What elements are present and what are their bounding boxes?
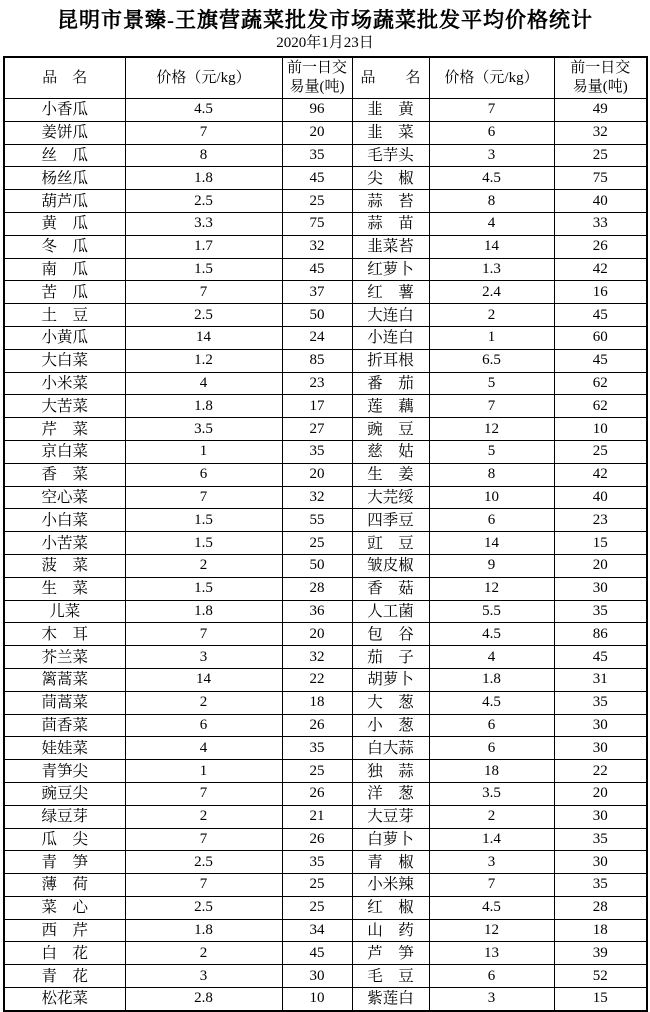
price-left: 1.8: [125, 919, 282, 942]
product-name-left: 小苦菜: [4, 532, 125, 555]
price-right: 4.5: [429, 167, 554, 190]
product-name-right: 莲 藕: [352, 395, 429, 418]
header-volume-right: [554, 57, 647, 99]
price-right: 3: [429, 144, 554, 167]
price-right: 3.5: [429, 782, 554, 805]
product-name-right: 红 薯: [352, 281, 429, 304]
product-name-left: 青 花: [4, 965, 125, 988]
volume-right: 26: [554, 235, 647, 258]
table-row: [4, 760, 647, 783]
volume-left: 85: [282, 349, 352, 372]
volume-right: 30: [554, 737, 647, 760]
price-left: 4.5: [125, 99, 282, 122]
volume-right: 42: [554, 258, 647, 281]
table-row: [4, 919, 647, 942]
product-name-left: 青笋尖: [4, 760, 125, 783]
table-row: [4, 554, 647, 577]
table-row: [4, 349, 647, 372]
price-left: 7: [125, 281, 282, 304]
product-name-right: 毛 豆: [352, 965, 429, 988]
volume-left: 20: [282, 121, 352, 144]
product-name-right: 小 葱: [352, 714, 429, 737]
table-row: [4, 212, 647, 235]
product-name-left: 儿菜: [4, 600, 125, 623]
product-name-left: 芥兰菜: [4, 646, 125, 669]
volume-left: 18: [282, 691, 352, 714]
product-name-left: 黄 瓜: [4, 212, 125, 235]
volume-left: 26: [282, 714, 352, 737]
table-row: [4, 577, 647, 600]
price-left: 3.5: [125, 418, 282, 441]
price-left: 1.5: [125, 509, 282, 532]
volume-left: 75: [282, 212, 352, 235]
table-row: [4, 395, 647, 418]
volume-right: 25: [554, 144, 647, 167]
price-left: 1.5: [125, 258, 282, 281]
volume-right: 18: [554, 919, 647, 942]
product-name-right: 韭 黄: [352, 99, 429, 122]
product-name-right: 尖 椒: [352, 167, 429, 190]
product-name-left: 薄 荷: [4, 874, 125, 897]
volume-right: 49: [554, 99, 647, 122]
product-name-right: 番 茄: [352, 372, 429, 395]
volume-left: 35: [282, 737, 352, 760]
product-name-right: 豇 豆: [352, 532, 429, 555]
product-name-right: 包 谷: [352, 623, 429, 646]
volume-left: 20: [282, 463, 352, 486]
price-right: 2: [429, 304, 554, 327]
product-name-right: 小连白: [352, 326, 429, 349]
header-label: 品 名: [42, 69, 88, 86]
price-left: 1.8: [125, 167, 282, 190]
price-left: 2.8: [125, 988, 282, 1011]
volume-right: 39: [554, 942, 647, 965]
product-name-right: 大 葱: [352, 691, 429, 714]
product-name-left: 杨丝瓜: [4, 167, 125, 190]
header-price-left: [125, 57, 282, 99]
header-price-right: [429, 57, 554, 99]
price-left: 6: [125, 463, 282, 486]
volume-left: 25: [282, 532, 352, 555]
table-row: [4, 532, 647, 555]
volume-right: 16: [554, 281, 647, 304]
volume-left: 26: [282, 782, 352, 805]
page-title: 昆明市景臻-王旗营蔬菜批发市场蔬菜批发平均价格统计: [57, 8, 593, 32]
table-row: [4, 258, 647, 281]
price-right: 12: [429, 919, 554, 942]
volume-right: 35: [554, 691, 647, 714]
volume-right: 60: [554, 326, 647, 349]
price-right: 6: [429, 714, 554, 737]
volume-right: 20: [554, 782, 647, 805]
price-left: 2.5: [125, 190, 282, 213]
price-right: 9: [429, 554, 554, 577]
product-name-right: 胡萝卜: [352, 668, 429, 691]
table-row: [4, 121, 647, 144]
price-left: 3: [125, 646, 282, 669]
product-name-right: 茄 子: [352, 646, 429, 669]
price-right: 12: [429, 418, 554, 441]
volume-left: 20: [282, 623, 352, 646]
price-right: 6: [429, 509, 554, 532]
header-product-name-right: [352, 57, 429, 99]
volume-right: 45: [554, 646, 647, 669]
price-right: 4.5: [429, 896, 554, 919]
volume-right: 20: [554, 554, 647, 577]
price-right: 4: [429, 212, 554, 235]
table-row: [4, 805, 647, 828]
volume-right: 25: [554, 440, 647, 463]
product-name-left: 生 菜: [4, 577, 125, 600]
volume-right: 52: [554, 965, 647, 988]
product-name-left: 土 豆: [4, 304, 125, 327]
product-name-right: 韭菜苔: [352, 235, 429, 258]
table-row: [4, 281, 647, 304]
volume-left: 32: [282, 486, 352, 509]
volume-right: 86: [554, 623, 647, 646]
price-right: 12: [429, 577, 554, 600]
price-left: 3.3: [125, 212, 282, 235]
volume-right: 30: [554, 805, 647, 828]
table-row: [4, 646, 647, 669]
price-right: 7: [429, 99, 554, 122]
price-right: 3: [429, 851, 554, 874]
volume-right: 15: [554, 988, 647, 1011]
table-row: [4, 668, 647, 691]
price-right: 3: [429, 988, 554, 1011]
product-name-left: 茼蒿菜: [4, 691, 125, 714]
product-name-left: 小米菜: [4, 372, 125, 395]
table-row: [4, 418, 647, 441]
table-row: [4, 942, 647, 965]
price-left: 1.2: [125, 349, 282, 372]
product-name-right: 大豆芽: [352, 805, 429, 828]
header-label: 价格（元/kg）: [156, 69, 251, 86]
table-row: [4, 988, 647, 1011]
product-name-right: 大芫绥: [352, 486, 429, 509]
price-right: 14: [429, 235, 554, 258]
product-name-left: 豌豆尖: [4, 782, 125, 805]
header-label: 价格（元/kg）: [444, 69, 539, 86]
volume-right: 30: [554, 714, 647, 737]
volume-left: 36: [282, 600, 352, 623]
volume-left: 25: [282, 760, 352, 783]
volume-left: 23: [282, 372, 352, 395]
volume-left: 96: [282, 99, 352, 122]
volume-left: 45: [282, 167, 352, 190]
price-left: 2: [125, 691, 282, 714]
price-left: 14: [125, 668, 282, 691]
price-left: 2.5: [125, 896, 282, 919]
price-right: 6: [429, 121, 554, 144]
table-row: [4, 965, 647, 988]
product-name-right: 四季豆: [352, 509, 429, 532]
product-name-right: 洋 葱: [352, 782, 429, 805]
price-table: [3, 56, 648, 1012]
price-left: 7: [125, 623, 282, 646]
volume-left: 25: [282, 190, 352, 213]
product-name-left: 南 瓜: [4, 258, 125, 281]
product-name-right: 紫莲白: [352, 988, 429, 1011]
product-name-left: 空心菜: [4, 486, 125, 509]
product-name-right: 韭 菜: [352, 121, 429, 144]
product-name-left: 大白菜: [4, 349, 125, 372]
table-row: [4, 623, 647, 646]
volume-right: 28: [554, 896, 647, 919]
product-name-right: 独 蒜: [352, 760, 429, 783]
product-name-left: 小黄瓜: [4, 326, 125, 349]
product-name-right: 蒜 苗: [352, 212, 429, 235]
table-row: [4, 828, 647, 851]
price-left: 1.5: [125, 532, 282, 555]
table-row: [4, 372, 647, 395]
price-left: 1: [125, 760, 282, 783]
product-name-right: 香 菇: [352, 577, 429, 600]
table-row: [4, 851, 647, 874]
volume-left: 22: [282, 668, 352, 691]
volume-right: 42: [554, 463, 647, 486]
product-name-right: 山 药: [352, 919, 429, 942]
product-name-right: 皱皮椒: [352, 554, 429, 577]
volume-left: 35: [282, 851, 352, 874]
table-row: [4, 326, 647, 349]
price-left: 2.5: [125, 304, 282, 327]
volume-left: 35: [282, 144, 352, 167]
volume-left: 30: [282, 965, 352, 988]
product-name-left: 葫芦瓜: [4, 190, 125, 213]
volume-left: 50: [282, 554, 352, 577]
product-name-left: 京白菜: [4, 440, 125, 463]
header-label: 品 名: [360, 69, 421, 86]
price-left: 2: [125, 805, 282, 828]
product-name-right: 豌 豆: [352, 418, 429, 441]
price-right: 18: [429, 760, 554, 783]
product-name-left: 小香瓜: [4, 99, 125, 122]
price-right: 1.8: [429, 668, 554, 691]
price-right: 1.3: [429, 258, 554, 281]
table-row: [4, 304, 647, 327]
table-row: [4, 737, 647, 760]
volume-left: 10: [282, 988, 352, 1011]
volume-right: 31: [554, 668, 647, 691]
product-name-right: 大连白: [352, 304, 429, 327]
volume-left: 32: [282, 646, 352, 669]
product-name-left: 小白菜: [4, 509, 125, 532]
price-left: 14: [125, 326, 282, 349]
volume-right: 40: [554, 190, 647, 213]
table-row: [4, 167, 647, 190]
price-left: 6: [125, 714, 282, 737]
volume-right: 30: [554, 851, 647, 874]
price-right: 4.5: [429, 691, 554, 714]
product-name-right: 折耳根: [352, 349, 429, 372]
product-name-right: 芦 笋: [352, 942, 429, 965]
table-row: [4, 486, 647, 509]
price-left: 8: [125, 144, 282, 167]
price-right: 5: [429, 372, 554, 395]
volume-right: 45: [554, 304, 647, 327]
product-name-right: 青 椒: [352, 851, 429, 874]
price-left: 2: [125, 942, 282, 965]
volume-right: 22: [554, 760, 647, 783]
price-right: 5.5: [429, 600, 554, 623]
product-name-left: 西 芹: [4, 919, 125, 942]
volume-left: 24: [282, 326, 352, 349]
price-right: 8: [429, 190, 554, 213]
price-right: 2.4: [429, 281, 554, 304]
volume-left: 55: [282, 509, 352, 532]
product-name-right: 慈 姑: [352, 440, 429, 463]
price-right: 6: [429, 965, 554, 988]
product-name-left: 松花菜: [4, 988, 125, 1011]
product-name-left: 绿豆芽: [4, 805, 125, 828]
price-left: 1.8: [125, 600, 282, 623]
product-name-left: 菠 菜: [4, 554, 125, 577]
product-name-right: 白大蒜: [352, 737, 429, 760]
table-row: [4, 235, 647, 258]
volume-left: 28: [282, 577, 352, 600]
table-row: [4, 190, 647, 213]
report-date: 2020年1月23日: [276, 35, 374, 51]
product-name-right: 人工菌: [352, 600, 429, 623]
price-left: 1.8: [125, 395, 282, 418]
price-left: 4: [125, 737, 282, 760]
price-left: 7: [125, 828, 282, 851]
volume-left: 25: [282, 874, 352, 897]
product-name-left: 篱蒿菜: [4, 668, 125, 691]
product-name-right: 生 姜: [352, 463, 429, 486]
table-row: [4, 896, 647, 919]
header-label: 前一日交易量(吨): [570, 60, 631, 95]
volume-left: 34: [282, 919, 352, 942]
volume-left: 27: [282, 418, 352, 441]
product-name-left: 苦 瓜: [4, 281, 125, 304]
table-row: [4, 463, 647, 486]
price-left: 1: [125, 440, 282, 463]
price-right: 2: [429, 805, 554, 828]
table-row: [4, 600, 647, 623]
volume-left: 45: [282, 942, 352, 965]
price-left: 7: [125, 121, 282, 144]
volume-left: 32: [282, 235, 352, 258]
price-right: 7: [429, 395, 554, 418]
product-name-left: 芹 菜: [4, 418, 125, 441]
volume-right: 62: [554, 372, 647, 395]
product-name-right: 小米辣: [352, 874, 429, 897]
price-left: 2.5: [125, 851, 282, 874]
volume-right: 75: [554, 167, 647, 190]
price-right: 1.4: [429, 828, 554, 851]
product-name-left: 姜饼瓜: [4, 121, 125, 144]
table-body: [4, 99, 647, 1011]
product-name-left: 大苦菜: [4, 395, 125, 418]
table-row: [4, 440, 647, 463]
price-right: 10: [429, 486, 554, 509]
header-product-name-left: [4, 57, 125, 99]
price-left: 1.7: [125, 235, 282, 258]
product-name-right: 红萝卜: [352, 258, 429, 281]
volume-right: 35: [554, 600, 647, 623]
product-name-left: 娃娃菜: [4, 737, 125, 760]
header-row: [4, 57, 647, 99]
volume-left: 26: [282, 828, 352, 851]
volume-right: 35: [554, 874, 647, 897]
volume-left: 35: [282, 440, 352, 463]
price-right: 6: [429, 737, 554, 760]
volume-left: 50: [282, 304, 352, 327]
price-right: 7: [429, 874, 554, 897]
product-name-left: 丝 瓜: [4, 144, 125, 167]
price-right: 1: [429, 326, 554, 349]
product-name-left: 冬 瓜: [4, 235, 125, 258]
volume-left: 25: [282, 896, 352, 919]
product-name-right: 毛芋头: [352, 144, 429, 167]
table-row: [4, 691, 647, 714]
product-name-left: 木 耳: [4, 623, 125, 646]
product-name-left: 瓜 尖: [4, 828, 125, 851]
price-right: 14: [429, 532, 554, 555]
table-row: [4, 99, 647, 122]
price-right: 5: [429, 440, 554, 463]
volume-left: 21: [282, 805, 352, 828]
table-row: [4, 509, 647, 532]
price-left: 7: [125, 486, 282, 509]
volume-right: 10: [554, 418, 647, 441]
table-row: [4, 874, 647, 897]
price-right: 8: [429, 463, 554, 486]
volume-right: 62: [554, 395, 647, 418]
product-name-right: 蒜 苔: [352, 190, 429, 213]
product-name-left: 香 菜: [4, 463, 125, 486]
product-name-right: 白萝卜: [352, 828, 429, 851]
volume-right: 30: [554, 577, 647, 600]
table-row: [4, 144, 647, 167]
price-left: 2: [125, 554, 282, 577]
price-right: 13: [429, 942, 554, 965]
product-name-left: 茴香菜: [4, 714, 125, 737]
volume-left: 17: [282, 395, 352, 418]
volume-right: 15: [554, 532, 647, 555]
volume-right: 40: [554, 486, 647, 509]
price-left: 1.5: [125, 577, 282, 600]
volume-right: 32: [554, 121, 647, 144]
volume-right: 35: [554, 828, 647, 851]
price-left: 7: [125, 874, 282, 897]
volume-right: 45: [554, 349, 647, 372]
price-right: 4.5: [429, 623, 554, 646]
product-name-left: 青 笋: [4, 851, 125, 874]
price-left: 4: [125, 372, 282, 395]
product-name-left: 白 花: [4, 942, 125, 965]
volume-left: 45: [282, 258, 352, 281]
product-name-right: 红 椒: [352, 896, 429, 919]
volume-right: 23: [554, 509, 647, 532]
volume-right: 33: [554, 212, 647, 235]
volume-left: 37: [282, 281, 352, 304]
price-right: 4: [429, 646, 554, 669]
header-volume-left: [282, 57, 352, 99]
header-label: 前一日交易量(吨): [286, 60, 347, 95]
table-row: [4, 714, 647, 737]
table-row: [4, 782, 647, 805]
price-left: 7: [125, 782, 282, 805]
price-left: 3: [125, 965, 282, 988]
price-right: 6.5: [429, 349, 554, 372]
product-name-left: 菜 心: [4, 896, 125, 919]
